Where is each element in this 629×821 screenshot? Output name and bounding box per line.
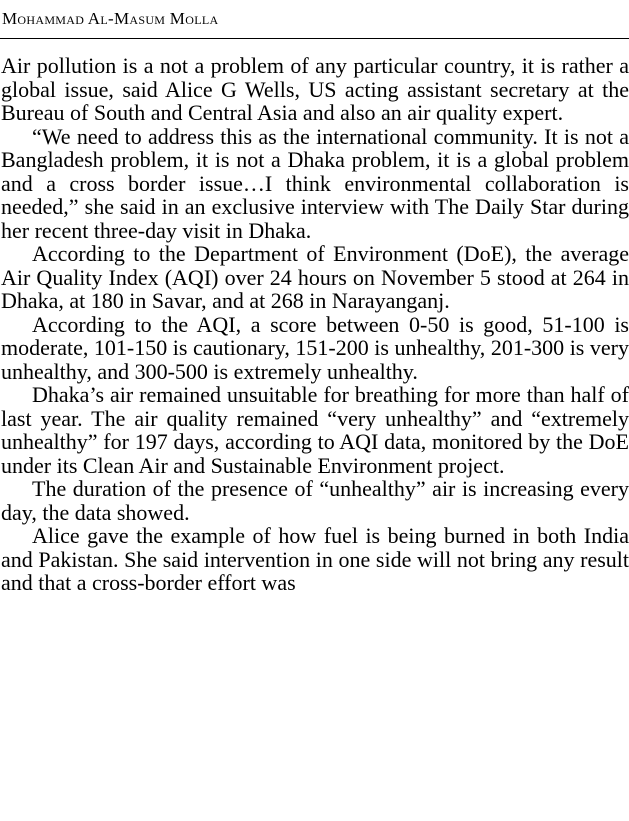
paragraph: Air pollution is a not a problem of any particular country, it is rather a global issue, said Alice G Wells, US acting assistant secretary at the Bureau of South and Central Asia and also an air quality expert. — [1, 53, 629, 125]
byline-rule — [0, 38, 629, 39]
paragraph: Dhaka’s air remained unsuitable for breathing for more than half of last year. The air quality remained “very unhealthy” and “extremely unhealthy” for 197 days, according to AQI data, monitored by the DoE under its Clean Air and Sustainable Environment project. — [1, 382, 629, 478]
paragraph: According to the Department of Environment (DoE), the average Air Quality Index (AQI) over 24 hours on November 5 stood at 264 in Dhaka, at 180 in Savar, and at 268 in Narayanganj. — [1, 241, 629, 313]
byline: Mohammad Al-Masum Molla — [2, 9, 219, 28]
article-body — [1, 54, 629, 595]
paragraph: The duration of the presence of “unhealthy” air is increasing every day, the data showed. — [1, 476, 629, 525]
paragraph: Alice gave the example of how fuel is being burned in both India and Pakistan. She said intervention in one side will not bring any result and that a cross-border effort was — [1, 523, 629, 595]
paragraph: According to the AQI, a score between 0-50 is good, 51-100 is moderate, 101-150 is cautionary, 151-200 is unhealthy, 201-300 is very unhealthy, and 300-500 is extremely unhealthy. — [1, 311, 629, 384]
paragraph: “We need to address this as the international community. It is not a Bangladesh problem, it is not a Dhaka problem, it is a global problem and a cross border issue…I think environmental collaboration is needed,” she said in an exclusive interview with The Daily Star during her recent three-day visit in Dhaka. — [1, 123, 629, 243]
